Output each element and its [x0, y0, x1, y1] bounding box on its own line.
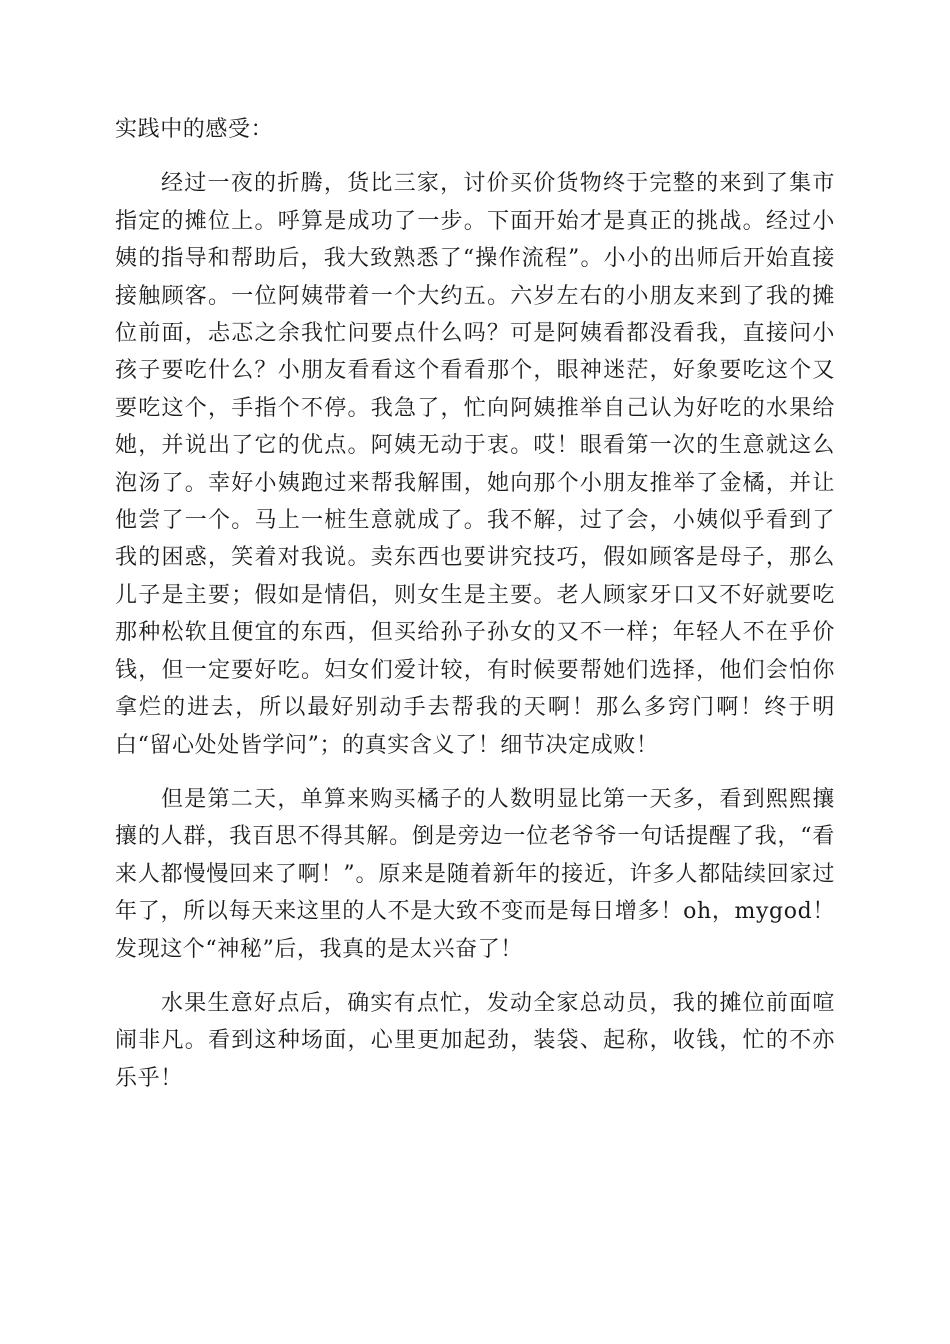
paragraph-second-day: 但是第二天，单算来购买橘子的人数明显比第一天多，看到熙熙攘攘的人群，我百思不得其解。倒是旁边一位老爷爷一句话提醒了我，“看来人都慢慢回来了啊！”。原来是随着新年的接近，许多人都陆续回家过年了，所以每天来这里的人不是大致不变而是每日增多！oh，mygod！发现这个“神秘”后，我真的是太兴奋了！ [115, 786, 835, 962]
section-heading: 实践中的感受： [115, 117, 274, 142]
document-body [115, 111, 835, 1114]
paragraph-busy-business: 水果生意好点后，确实有点忙，发动全家总动员，我的摊位前面喧闹非凡。看到这种场面，心里更加起劲，装袋、起称，收钱，忙的不亦乐乎！ [115, 990, 835, 1091]
paragraph-first-day: 经过一夜的折腾，货比三家，讨价买价货物终于完整的来到了集市指定的摊位上。呼算是成功了一步。下面开始才是真正的挑战。经过小姨的指导和帮助后，我大致熟悉了“操作流程”。小小的出师后开始直接接触顾客。一位阿姨带着一个大约五。六岁左右的小朋友来到了我的摊位前面，忐忑之余我忙问要点什么吗？可是阿姨看都没看我，直接问小孩子要吃什么？小朋友看看这个看看那个，眼神迷茫，好象要吃这个又要吃这个，手指个不停。我急了，忙向阿姨推举自己认为好吃的水果给她，并说出了它的优点。阿姨无动于衷。哎！眼看第一次的生意就这么泡汤了。幸好小姨跑过来帮我解围，她向那个小朋友推举了金橘，并让他尝了一个。马上一桩生意就成了。我不解，过了会，小姨似乎看到了我的困惑，笑着对我说。卖东西也要讲究技巧，假如顾客是母子，那么儿子是主要；假如是情侣，则女生是主要。老人顾家牙口又不好就要吃那种松软且便宜的东西，但买给孙子孙女的又不一样；年轻人不在乎价钱，但一定要好吃。妇女们爱计较，有时候要帮她们选择，他们会怕你拿烂的进去，所以最好别动手去帮我的天啊！那么多窍门啊！终于明白“留心处处皆学问”；的真实含义了！细节决定成败！ [115, 171, 835, 758]
